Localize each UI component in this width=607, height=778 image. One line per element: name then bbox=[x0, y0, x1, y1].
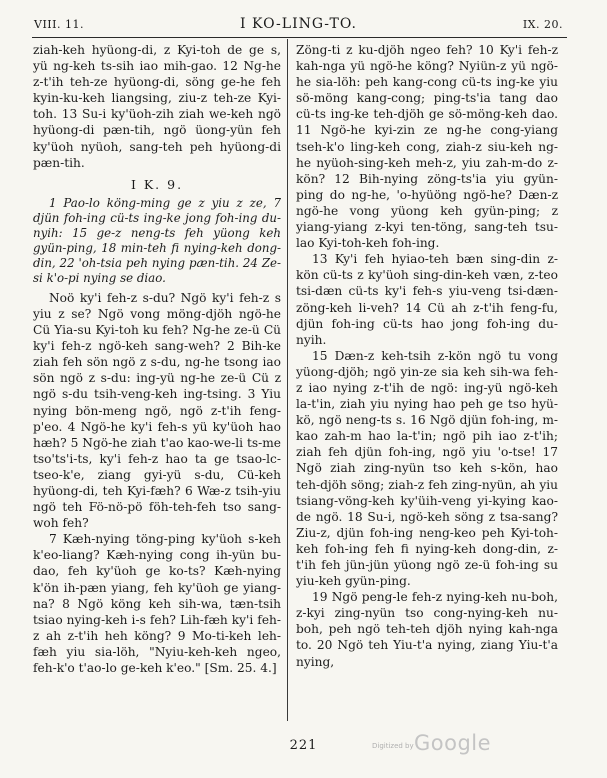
chapter-summary: 1 Pao-lo köng-ming ge z yiu z ze, 7 djün foh-ing cü-ts ing-ke jong foh-ing du-nyih: 15 ge-z neng-ts feh yüong keh gyün-ping, 18 min-teh fi nying-keh dong-din, 22 'oh-tsia peh nying pæn-tih. 24 Ze-si k'o-pi nying se diao. bbox=[33, 195, 281, 285]
watermark-caption: Digitized by bbox=[372, 742, 414, 750]
page-number: 221 bbox=[289, 738, 318, 753]
left-column bbox=[33, 42, 281, 676]
right-column bbox=[296, 42, 558, 670]
paragraph: 13 Ky'i feh hyiao-teh bæn sing-din z-kön cü-ts z ky'üoh sing-din-keh væn, z-teo tsi-dæn cü-ts ky'i feh-s yiu-veng tsi-dæn-zöng-keh li-veh? 14 Cü ah z-t'ih feng-fu, djün foh-ing cü-ts hao jong foh-ing du-nyih. bbox=[296, 252, 558, 347]
header-book-title: I KO-LING-TO. bbox=[240, 16, 357, 32]
header-left-reference: VIII. 11. bbox=[34, 18, 84, 31]
header-rule bbox=[32, 37, 567, 38]
paragraph: 19 Ngö peng-le feh-z nying-keh nu-boh, z-kyi zing-nyün tso cong-nying-keh nu-boh, peh ngö teh-teh djöh nying kah-nga to. 20 Ngö teh Yiu-t'a nying, ziang Yiu-t'a nying, bbox=[296, 590, 558, 669]
chapter-heading: I K. 9. bbox=[130, 176, 184, 192]
paragraph: ziah-keh hyüong-di, z Kyi-toh de ge s, yü ng-keh ts-sih iao mih-gao. 12 Ng-he z-t'ih teh-ze hyüong-di, söng ge-he feh kyin-ku-keh liangsing, ziu-z teh-ze Kyi-toh. 13 Su-i ky'üoh-zih ziah we-keh ngö hyüong-di pæn-tih, ngö üong-yün feh ky'üoh nyüoh, sang-teh peh hyüong-di pæn-tih. bbox=[33, 43, 281, 170]
paragraph: 7 Kæh-nying töng-ping ky'üoh s-keh k'eo-liang? Kæh-nying cong ih-yün bu-dao, feh ky'üoh ge ko-ts? Kæh-nying k'ön ih-pæn yiang, feh ky'üoh ge yiang-na? 8 Ngö köng keh sih-wa, tæn-tsih tsiao nying-keh i-s feh? Lih-fæh ky'i feh-z ah z-t'ih heh köng? 9 Mo-ti-keh leh-fæh yiu sia-löh, "Nyiu-keh-keh ngeo, feh-k'o t'ao-lo ge-keh k'eo." [Sm. 25. 4.] bbox=[33, 532, 281, 675]
paragraph: Noö ky'i feh-z s-du? Ngö ky'i feh-z s yiu z se? Ngö vong möng-djöh ngö-he Cü Yia-su Kyi-toh ku feh? Ng-he ze-ü Cü ky'i feh-z ngö-keh sang-weh? 2 Bih-ke ziah feh sön ngö z s-du, ng-he tsong iao sön ngö z s-du: ing-yü ng-he ze-ü Cü z ngö s-du tsih-veng-keh ing-tsing. 3 Yiu nying bön-meng ngö, ngö z-t'ih feng-p'eo. 4 Ngö-he ky'i feh-s yü ky'üoh hao hæh? 5 Ngö-he ziah t'ao kao-we-li ts-me tso'ts'i-ts, ky'i feh-z hao ta ge tsao-lc-tseo-k'e, ziang gyi-yü s-du, Cü-keh hyüong-di, teh Kyi-fæh? 6 Wæ-z tsih-yiu ngö teh Fö-nö-pö föh-teh-feh tso sang-woh feh? bbox=[33, 290, 281, 531]
paragraph: Zöng-ti z ku-djöh ngeo feh? 10 Ky'i feh-z kah-nga yü ngö-he köng? Nyiün-z yü ngö-he sia-löh: peh kang-cong cü-ts ing-ke yiu sö-möng kang-cong; ping-ts'ia tang dao cü-ts ing-ke teh-djöh ge sö-möng-keh dao. 11 Ngö-he kyi-zin ze ng-he cong-yiang tseh-k'o ling-keh cong, ziah-z siu-keh ng-he nyüoh-sing-keh meh-z, yiu zah-m-do z-kön? 12 Bih-nying zöng-ts'ia yiu gyün-ping do ng-he, 'o-hyüöng ngö-he? Dæn-z ngö-he vong yüong keh gyün-ping; z yiang-yiang z-kyi ten-töng, sang-teh tsu-lao Kyi-toh-keh foh-ing. bbox=[296, 43, 558, 251]
header-right-reference: IX. 20. bbox=[522, 18, 563, 31]
paragraph: 15 Dæn-z keh-tsih z-kön ngö tu vong yüong-djöh; ngö yin-ze sia keh sih-wa feh-z iao nying z-t'ih de ngö: ing-yü ngö-keh la-t'in, ziah yiu nying hao peh ge tso hyü-kö, ngö neng-ts s. 16 Ngö djün foh-ing, m-kao zah-m hao la-t'in; ngö pih iao z-t'ih; ziah feh djün foh-ing, ngö yiu 'o-tse! 17 Ngö ziah zing-nyün tso keh s-kön, hao teh-djöh söng; ziah-z feh zing-nyün, ah yiu tsiang-vöng-keh ky'üih-veng yi-kying kao-de ngö. 18 Su-i, ngö-keh söng z tsa-sang? Ziu-z, djün foh-ing neng-keo peh Kyi-toh-keh foh-ing feh fi nying-keh dong-din, z-t'ih feh jün-jün yüong ngö ze-ü foh-ing su yiu-keh gyün-ping. bbox=[296, 348, 558, 589]
column-divider bbox=[287, 39, 288, 721]
watermark-logo: Google bbox=[414, 731, 492, 755]
digitization-watermark bbox=[372, 733, 532, 757]
running-header bbox=[34, 14, 563, 36]
